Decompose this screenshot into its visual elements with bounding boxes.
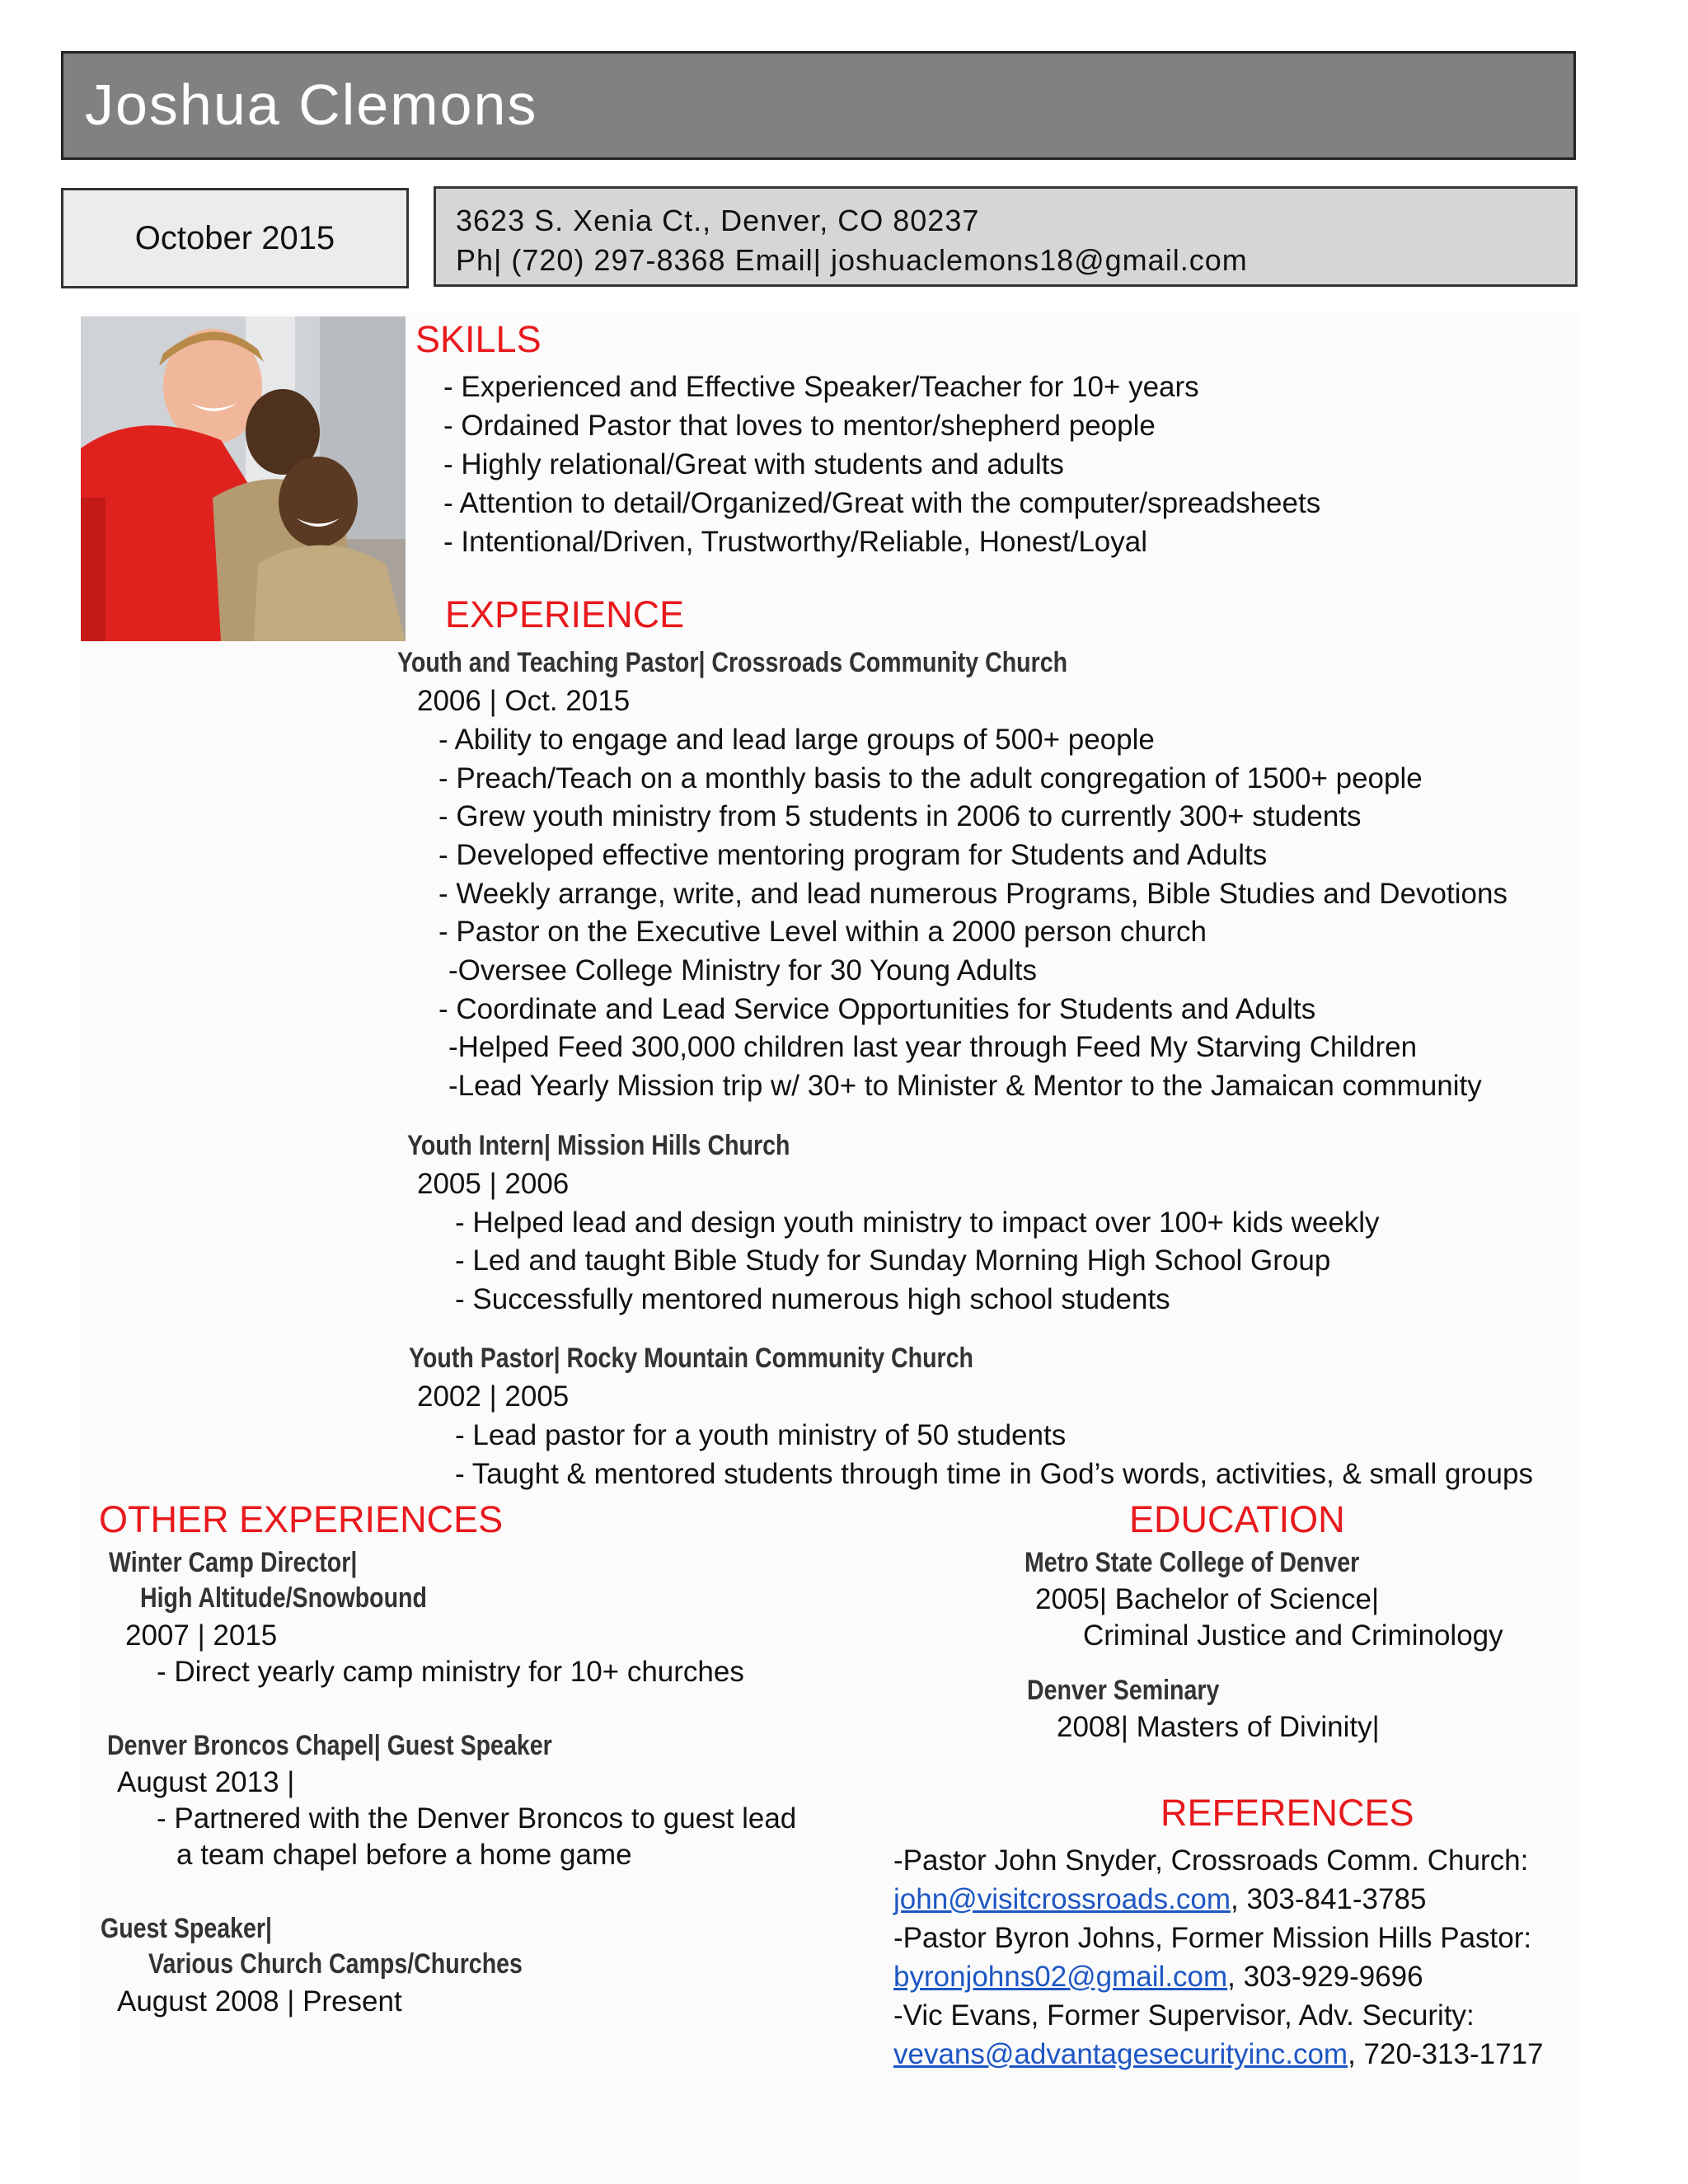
- phone-email-line: Ph| (720) 297-8368 Email| joshuaclemons18@gmail.com: [456, 243, 1248, 277]
- skill-item: - Ordained Pastor that loves to mentor/shepherd people: [443, 410, 1156, 442]
- other-experiences-heading: OTHER EXPERIENCES: [99, 1498, 504, 1540]
- other-title: Denver Broncos Chapel| Guest Speaker: [107, 1730, 552, 1761]
- portrait-photo-icon: [81, 316, 406, 641]
- job-bullet: - Weekly arrange, write, and lead numerous Programs, Bible Studies and Devotions: [438, 878, 1507, 910]
- reference-phone: , 720-313-1717: [1348, 2038, 1544, 2070]
- job-dates: 2006 | Oct. 2015: [417, 685, 631, 717]
- other-subtitle: High Altitude/Snowbound: [140, 1582, 427, 1614]
- job-dates: 2002 | 2005: [417, 1380, 570, 1413]
- reference-name: -Pastor Byron Johns, Former Mission Hills Pastor:: [893, 1922, 1532, 1954]
- reference-contact: [893, 1885, 1426, 1914]
- job-bullet: - Ability to engage and lead large groups of 500+ people: [438, 724, 1155, 756]
- reference-email-link[interactable]: byronjohns02@gmail.com: [893, 1961, 1228, 1993]
- other-bullet: - Direct yearly camp ministry for 10+ churches: [157, 1656, 744, 1688]
- date-box: [61, 188, 409, 288]
- job-bullet: - Led and taught Bible Study for Sunday Morning High School Group: [455, 1244, 1331, 1277]
- other-subtitle: Various Church Camps/Churches: [148, 1948, 523, 1980]
- job-bullet: - Taught & mentored students through time in God’s words, activities, & small groups: [455, 1458, 1533, 1490]
- candidate-name: Joshua Clemons: [85, 73, 538, 137]
- degree-line: 2005| Bachelor of Science|: [1035, 1583, 1380, 1615]
- job-title: Youth and Teaching Pastor| Crossroads Community Church: [397, 647, 1068, 678]
- contact-box: [434, 186, 1578, 287]
- job-bullet: -Oversee College Ministry for 30 Young Adults: [448, 954, 1037, 987]
- reference-name: -Pastor John Snyder, Crossroads Comm. Church:: [893, 1844, 1529, 1877]
- other-dates: August 2008 | Present: [117, 1985, 402, 2018]
- job-bullet: - Grew youth ministry from 5 students in 2006 to currently 300+ students: [438, 800, 1362, 832]
- job-bullet: -Helped Feed 300,000 children last year through Feed My Starving Children: [448, 1031, 1418, 1063]
- reference-email-link[interactable]: john@visitcrossroads.com: [893, 1883, 1231, 1915]
- other-dates: 2007 | 2015: [125, 1619, 278, 1652]
- address-line: 3623 S. Xenia Ct., Denver, CO 80237: [456, 204, 980, 237]
- reference-contact: [893, 2040, 1544, 2069]
- job-bullet: - Successfully mentored numerous high school students: [455, 1283, 1170, 1315]
- other-dates: August 2013 |: [117, 1766, 295, 1798]
- job-bullet: - Developed effective mentoring program for Students and Adults: [438, 839, 1268, 871]
- reference-name: -Vic Evans, Former Supervisor, Adv. Security:: [893, 1999, 1475, 2032]
- job-dates: 2005 | 2006: [417, 1168, 570, 1200]
- other-bullet: a team chapel before a home game: [176, 1839, 632, 1871]
- job-bullet: -Lead Yearly Mission trip w/ 30+ to Minister & Mentor to the Jamaican community: [448, 1070, 1482, 1102]
- skill-item: - Experienced and Effective Speaker/Teacher for 10+ years: [443, 371, 1199, 403]
- skill-item: - Intentional/Driven, Trustworthy/Reliable, Honest/Loyal: [443, 526, 1148, 558]
- job-bullet: - Lead pastor for a youth ministry of 50 students: [455, 1419, 1067, 1451]
- reference-email-link[interactable]: vevans@advantagesecurityinc.com: [893, 2038, 1348, 2070]
- reference-phone: , 303-841-3785: [1231, 1883, 1427, 1915]
- experience-heading: EXPERIENCE: [445, 593, 685, 635]
- job-bullet: - Coordinate and Lead Service Opportunities for Students and Adults: [438, 993, 1316, 1025]
- job-bullet: - Pastor on the Executive Level within a 2000 person church: [438, 916, 1207, 948]
- job-bullet: - Preach/Teach on a monthly basis to the adult congregation of 1500+ people: [438, 762, 1423, 794]
- job-bullet: - Helped lead and design youth ministry to impact over 100+ kids weekly: [455, 1207, 1380, 1239]
- degree-line: Criminal Justice and Criminology: [1083, 1619, 1503, 1652]
- degree-line: 2008| Masters of Divinity|: [1057, 1711, 1380, 1743]
- reference-contact: [893, 1962, 1423, 1991]
- education-heading: EDUCATION: [1129, 1498, 1345, 1540]
- resume-date: October 2015: [134, 219, 335, 256]
- other-title: Guest Speaker|: [101, 1913, 273, 1944]
- skill-item: - Highly relational/Great with students and adults: [443, 448, 1064, 480]
- job-title: Youth Pastor| Rocky Mountain Community Church: [409, 1343, 973, 1374]
- school-name: Denver Seminary: [1027, 1675, 1220, 1706]
- school-name: Metro State College of Denver: [1025, 1547, 1360, 1578]
- job-title: Youth Intern| Mission Hills Church: [407, 1130, 790, 1161]
- skill-item: - Attention to detail/Organized/Great with the computer/spreadsheets: [443, 487, 1321, 519]
- other-bullet: - Partnered with the Denver Broncos to guest lead: [157, 1802, 797, 1835]
- other-title: Winter Camp Director|: [109, 1547, 358, 1578]
- reference-phone: , 303-929-9696: [1227, 1961, 1423, 1993]
- references-heading: REFERENCES: [1160, 1792, 1414, 1834]
- name-banner: [61, 51, 1576, 160]
- skills-heading: SKILLS: [415, 318, 542, 360]
